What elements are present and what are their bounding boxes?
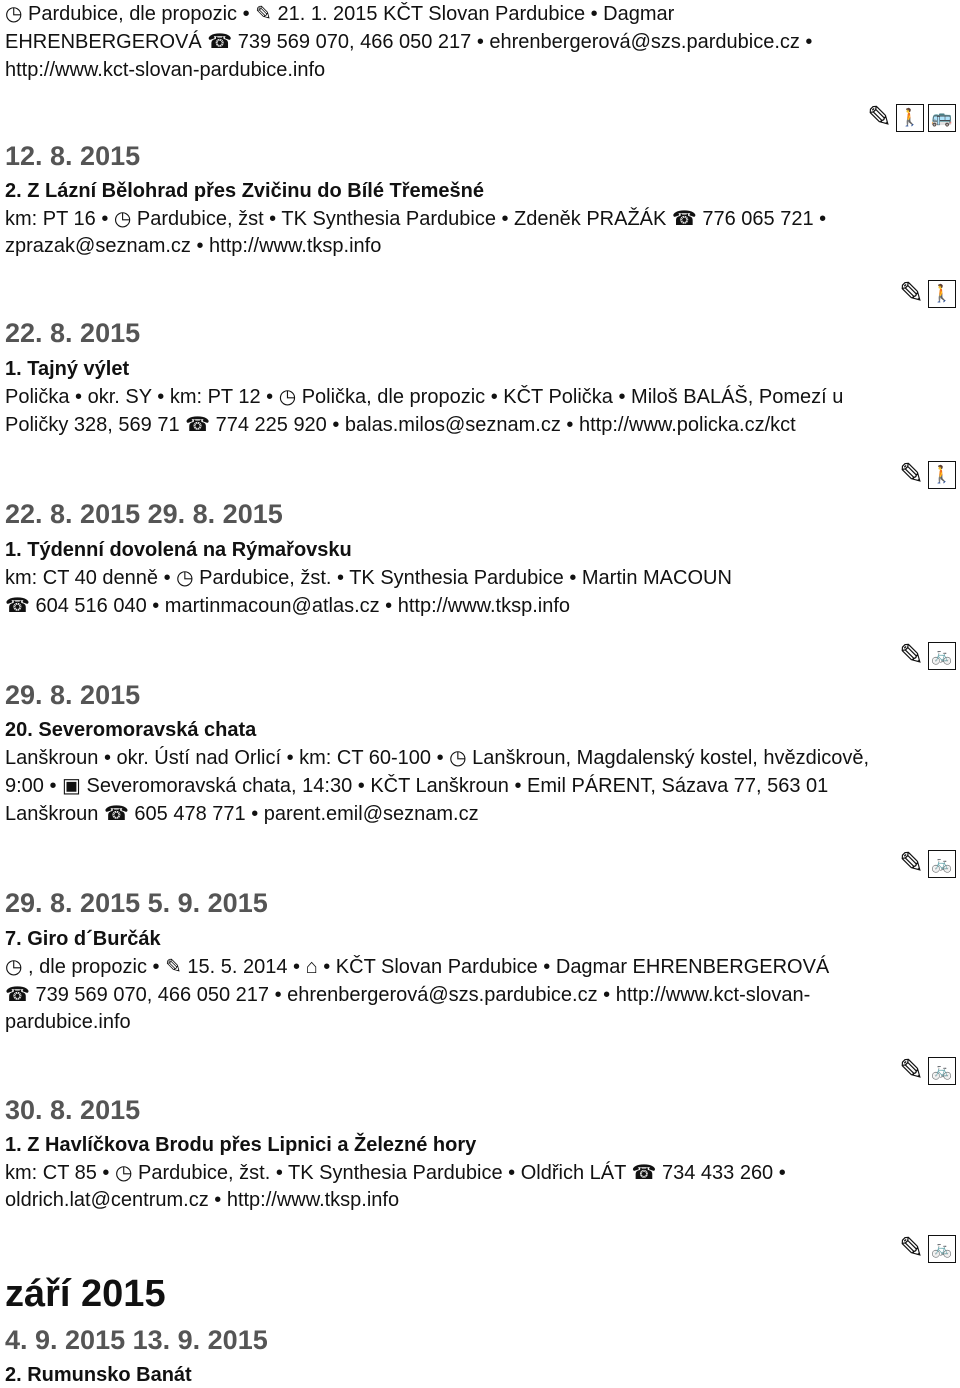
month-heading: září 2015	[5, 1273, 166, 1315]
bicycle-icon: 🚲	[928, 1057, 956, 1085]
pencil-icon: ✎	[898, 1053, 924, 1088]
top-line-3[interactable]: http://www.kct-slovan-pardubice.info	[5, 59, 326, 81]
bicycle-icon: 🚲	[928, 642, 956, 670]
event-detail[interactable]: zprazak@seznam.cz • http://www.tksp.info	[5, 235, 382, 257]
event-detail: km: PT 16 • ◷ Pardubice, žst • TK Synthesia Pardubice • Zdeněk PRAŽÁK ☎ 776 065 721 •	[5, 208, 827, 230]
event-detail[interactable]: oldrich.lat@centrum.cz • http://www.tksp.info	[5, 1189, 400, 1211]
pencil-icon: ✎	[898, 1231, 924, 1266]
event-date: 12. 8. 2015	[5, 141, 141, 171]
top-line-2: EHRENBERGEROVÁ ☎ 739 569 070, 466 050 217 • ehrenbergerová@szs.pardubice.cz •	[5, 31, 813, 53]
pencil-icon: ✎	[898, 846, 924, 881]
event-detail: km: CT 85 • ◷ Pardubice, žst. • TK Synthesia Pardubice • Oldřich LÁT ☎ 734 433 260 •	[5, 1162, 786, 1184]
event-icons	[899, 457, 956, 492]
event-title: 1. Týdenní dovolená na Rýmařovsku	[5, 539, 352, 561]
event-title: 7. Giro d´Burčák	[5, 928, 161, 950]
event-title: 20. Severomoravská chata	[5, 719, 257, 741]
top-line-1: ◷ Pardubice, dle propozic • ✎ 21. 1. 2015 KČT Slovan Pardubice • Dagmar	[5, 3, 675, 25]
pencil-icon: ✎	[898, 457, 924, 492]
event-detail[interactable]: Poličky 328, 569 71 ☎ 774 225 920 • balas.milos@seznam.cz • http://www.policka.cz/kct	[5, 414, 796, 436]
event-title: 2. Z Lázní Bělohrad přes Zvičinu do Bílé Třemešné	[5, 180, 485, 202]
event-date: 30. 8. 2015	[5, 1095, 141, 1125]
event-detail[interactable]: pardubice.info	[5, 1011, 131, 1033]
event-icons	[899, 846, 956, 881]
bus-icon: 🚌	[928, 104, 956, 132]
event-detail: Lanškroun • okr. Ústí nad Orlicí • km: CT 60-100 • ◷ Lanškroun, Magdalenský kostel, hvězdicově,	[5, 747, 870, 769]
pencil-icon: ✎	[866, 100, 892, 135]
hiking-icon: 🚶	[896, 104, 924, 132]
event-detail[interactable]: Lanškroun ☎ 605 478 771 • parent.emil@seznam.cz	[5, 803, 479, 825]
event-icons	[899, 1053, 956, 1088]
event-detail: 9:00 • ▣ Severomoravská chata, 14:30 • KČT Lanškroun • Emil PÁRENT, Sázava 77, 563 01	[5, 775, 829, 797]
event-date: 4. 9. 2015 13. 9. 2015	[5, 1325, 268, 1355]
event-detail: Polička • okr. SY • km: PT 12 • ◷ Polička, dle propozic • KČT Polička • Miloš BALÁŠ, Pomezí u	[5, 386, 844, 408]
event-detail: km: CT 40 denně • ◷ Pardubice, žst. • TK Synthesia Pardubice • Martin MACOUN	[5, 567, 732, 589]
event-title: 1. Z Havlíčkova Brodu přes Lipnici a Železné hory	[5, 1134, 477, 1156]
event-icons	[867, 100, 956, 135]
event-detail: ◷ , dle propozic • ✎ 15. 5. 2014 • ⌂ • KČT Slovan Pardubice • Dagmar EHRENBERGEROVÁ	[5, 956, 830, 978]
event-detail[interactable]: ☎ 739 569 070, 466 050 217 • ehrenbergerová@szs.pardubice.cz • http://www.kct-slovan-	[5, 984, 811, 1006]
event-icons	[899, 638, 956, 673]
event-detail[interactable]: ☎ 604 516 040 • martinmacoun@atlas.cz • http://www.tksp.info	[5, 595, 571, 617]
event-icons	[899, 276, 956, 311]
event-date: 29. 8. 2015 5. 9. 2015	[5, 888, 268, 918]
event-title: 1. Tajný výlet	[5, 358, 130, 380]
event-date: 22. 8. 2015 29. 8. 2015	[5, 499, 283, 529]
event-date: 22. 8. 2015	[5, 318, 141, 348]
bicycle-icon: 🚲	[928, 1235, 956, 1263]
pencil-icon: ✎	[898, 638, 924, 673]
event-icons	[899, 1231, 956, 1266]
event-date: 29. 8. 2015	[5, 680, 141, 710]
bicycle-icon: 🚲	[928, 850, 956, 878]
event-title: 2. Rumunsko Banát	[5, 1364, 192, 1386]
hiking-icon: 🚶	[928, 461, 956, 489]
hiking-icon: 🚶	[928, 280, 956, 308]
pencil-icon: ✎	[898, 276, 924, 311]
